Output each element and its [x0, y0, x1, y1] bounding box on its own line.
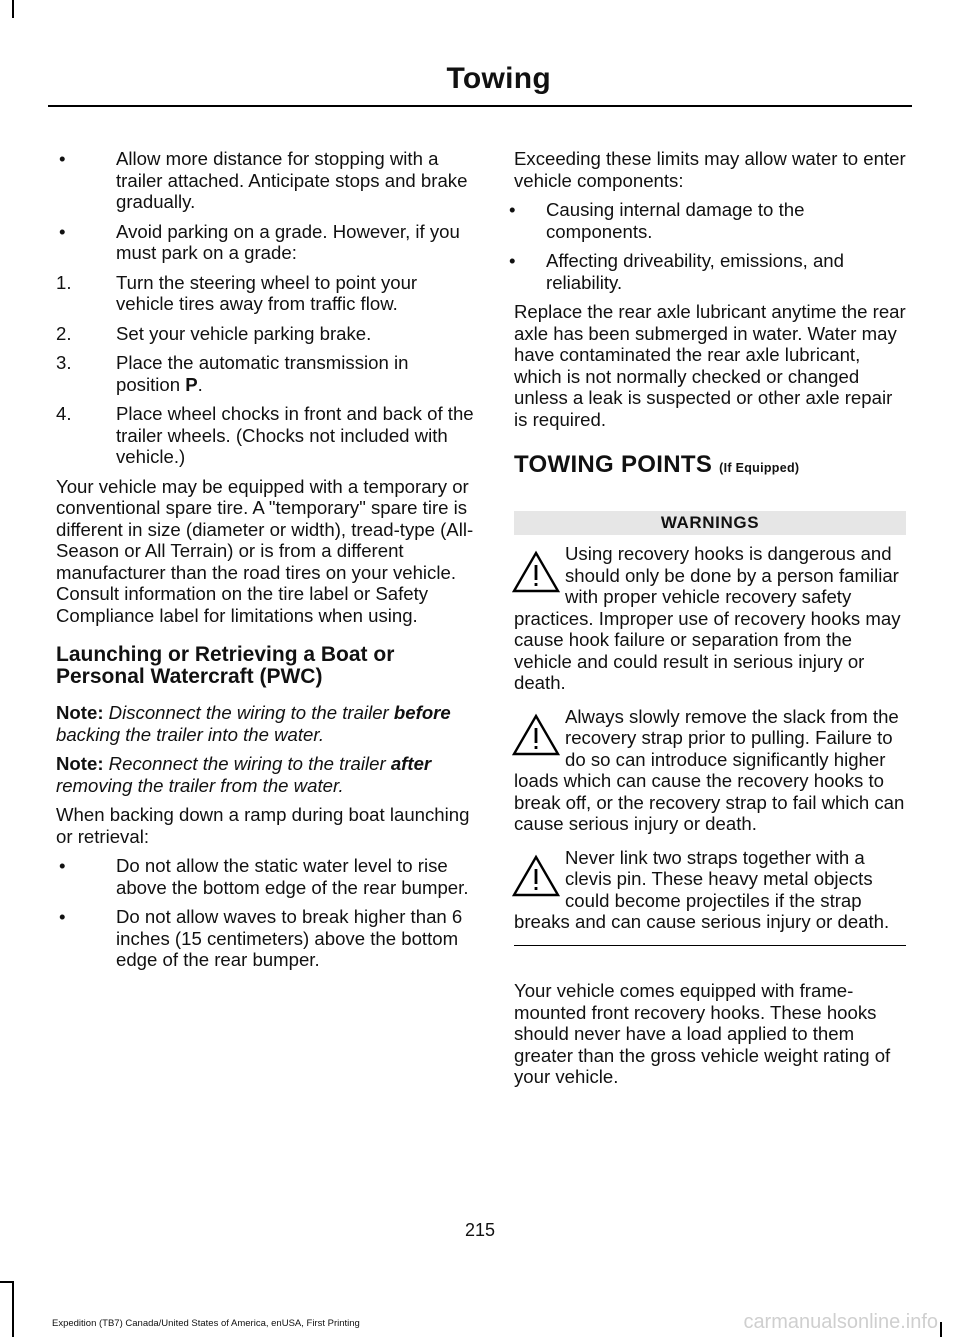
list-item [56, 855, 476, 898]
left-column [56, 148, 476, 979]
towing-points-title: TOWING POINTS [514, 451, 713, 478]
step-text: Turn the steering wheel to point your vehicle tires away from traffic flow. [116, 271, 418, 314]
crop-mark-top-left [12, 0, 14, 18]
list-item [56, 906, 476, 971]
edition-footer: Expedition (TB7) Canada/United States of America, enUSA, First Printing [52, 1318, 360, 1329]
list-item [506, 250, 906, 293]
crop-mark-bottom-right [940, 1322, 942, 1337]
warnings-box [514, 511, 906, 946]
step-item [56, 403, 476, 468]
list-item-text: Do not allow waves to break higher than 6 inches (15 centimeters) above the bottom edge of the rear bumper. [116, 906, 463, 970]
note-disconnect [56, 702, 476, 745]
note-text-end: removing the trailer from the water. [56, 774, 344, 796]
parking-steps [56, 272, 476, 468]
step-text: Place wheel chocks in front and back of the trailer wheels. (Chocks not included with vehicle.) [116, 403, 474, 467]
warning-triangle-icon [510, 549, 562, 595]
note-label: Note: [56, 753, 104, 774]
bullet-marker: • [59, 906, 66, 927]
step-text: Set your vehicle parking brake. [116, 322, 372, 344]
ramp-bullets [56, 855, 476, 971]
step-item [56, 352, 476, 395]
ramp-intro: When backing down a ramp during boat launching or retrieval: [56, 804, 470, 847]
exceed-bullets [506, 199, 906, 293]
warning-text: Always slowly remove the slack from the recovery strap prior to pulling. Failure to do so can introduce significantly higher loads which can cause the recovery hooks to break off, or the recovery strap to fail which can cause serious injury or death. [514, 705, 905, 834]
note-reconnect [56, 753, 476, 796]
step-number: 2. [56, 322, 72, 344]
warning-item [514, 847, 906, 933]
note-emphasis: after [390, 753, 432, 774]
list-item [506, 199, 906, 242]
note-label: Note: [56, 702, 104, 723]
list-item-text: Causing internal damage to the components. [546, 199, 805, 242]
step-item [56, 272, 476, 315]
gear-position-p: P [185, 373, 198, 395]
axle-paragraph: Replace the rear axle lubricant anytime the rear axle has been submerged in water. Water may have contaminated the rear axle lubricant, which is not normally checked or changed unless a leak is suspected or other axle repair is required. [514, 301, 906, 430]
trailer-parking-bullets [56, 148, 476, 264]
warning-triangle-icon [510, 712, 562, 758]
watermark: carmanualsonline.info [743, 1311, 938, 1333]
warning-text: Never link two straps together with a clevis pin. These heavy metal objects could become projectiles if the strap breaks and can cause serious injury or death. [514, 846, 890, 932]
if-equipped-qualifier: (If Equipped) [719, 461, 800, 475]
step-number: 1. [56, 271, 72, 293]
warning-text: Using recovery hooks is dangerous and should only be done by a person familiar with proper vehicle recovery safety practices. Improper use of recovery hooks may cause hook failure or separation from the vehicle and could result in serious injury or death. [514, 543, 901, 693]
note-text-end: backing the trailer into the water. [56, 723, 325, 745]
warning-item [514, 543, 906, 694]
bullet-marker: • [59, 220, 66, 242]
recovery-hooks-paragraph: Your vehicle comes equipped with frame-mounted front recovery hooks. These hooks should never have a load applied to them greater than the gross vehicle weight rating of your vehicle. [514, 980, 891, 1087]
list-item-text: Affecting driveability, emissions, and reliability. [546, 250, 844, 293]
bullet-marker: • [59, 148, 66, 169]
warning-item [514, 706, 906, 835]
step-item [56, 323, 476, 345]
bullet-marker: • [509, 199, 516, 220]
step-number: 4. [56, 403, 72, 424]
step-number: 3. [56, 352, 72, 373]
right-column [509, 148, 906, 1096]
list-item-text: Allow more distance for stopping with a trailer attached. Anticipate stops and brake gradually. [116, 148, 468, 212]
warnings-end-divider [514, 945, 906, 947]
page-title: Towing [446, 62, 551, 95]
crop-mark-bottom-left [12, 1281, 14, 1337]
step-text-end: . [197, 373, 203, 395]
note-text: Disconnect the wiring to the trailer [103, 702, 394, 723]
warnings-label: WARNINGS [514, 511, 906, 535]
bullet-marker: • [59, 855, 66, 876]
list-item-text: Avoid parking on a grade. However, if you must park on a grade: [116, 220, 460, 263]
list-item [56, 221, 476, 264]
list-item [56, 148, 476, 213]
note-text: Reconnect the wiring to the trailer [103, 753, 391, 774]
bullet-marker: • [509, 250, 516, 271]
note-emphasis: before [393, 702, 451, 723]
page-number: 215 [464, 1220, 496, 1240]
crop-mark-bottom-left-h [0, 1281, 12, 1283]
spare-tire-paragraph: Your vehicle may be equipped with a temporary or conventional spare tire. A "temporary" spare tire is different in size (diameter or width), tread-type (All-Season or All Terrain) or is from a different manufacturer than the road tires on your vehicle. Consult information on the tire label or Safety Compliance label for limitations when using. [56, 475, 474, 626]
step-text: Place the automatic transmission in position [116, 352, 409, 395]
boat-launch-heading: Launching or Retrieving a Boat or Personal Watercraft (PWC) [56, 643, 395, 688]
towing-points-heading [514, 452, 906, 481]
header-divider [48, 105, 912, 107]
warning-triangle-icon [510, 853, 562, 899]
list-item-text: Do not allow the static water level to rise above the bottom edge of the rear bumper. [116, 855, 469, 898]
exceed-intro: Exceeding these limits may allow water to enter vehicle components: [514, 148, 906, 191]
